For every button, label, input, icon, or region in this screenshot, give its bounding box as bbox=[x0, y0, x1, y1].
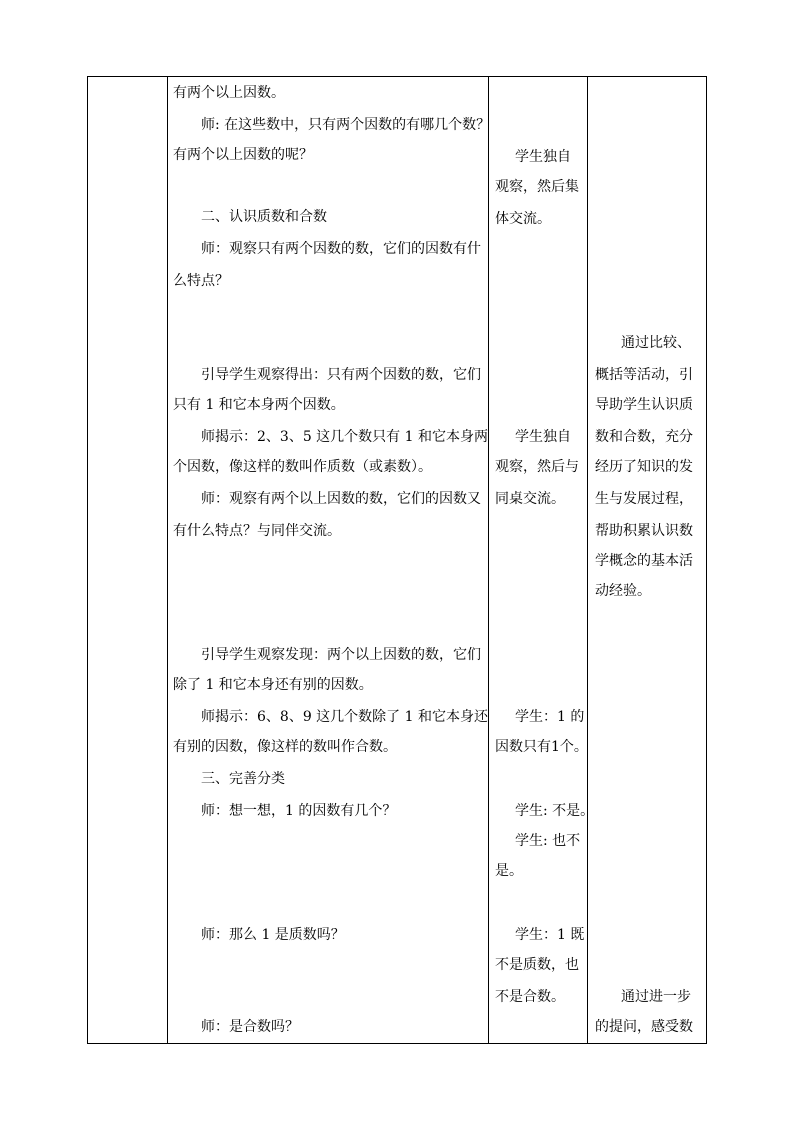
teacher-line: 只有 1 和它本身两个因数。 bbox=[173, 397, 345, 413]
teacher-line: 有别的因数，像这样的数叫作合数。 bbox=[173, 739, 397, 755]
student-line: 不是合数。 bbox=[495, 989, 565, 1005]
student-line: 学生: 也不 bbox=[515, 833, 581, 849]
intent-line: 经历了知识的发 bbox=[595, 459, 693, 475]
teacher-line: 师: 在这些数中，只有两个因数的有哪几个数？ bbox=[201, 117, 491, 133]
student-line: 观察，然后与 bbox=[495, 459, 579, 475]
intent-line: 通过比较、 bbox=[621, 335, 691, 351]
student-line: 学生: 不是。 bbox=[515, 803, 595, 819]
teacher-line: 师：观察有两个以上因数的数，它们的因数又 bbox=[201, 491, 481, 507]
intent-line: 导助学生认识质 bbox=[595, 397, 693, 413]
teacher-line: 师揭示：2、3、5 这几个数只有 1 和它本身两 bbox=[201, 429, 488, 445]
student-line: 观察，然后集 bbox=[495, 179, 579, 195]
teacher-line: 有两个以上因数的呢？ bbox=[173, 147, 313, 163]
table-bottom-border bbox=[87, 1043, 707, 1044]
teacher-line: 有两个以上因数。 bbox=[173, 85, 285, 101]
student-line: 学生：1 的 bbox=[515, 709, 585, 725]
table-border-right bbox=[706, 76, 707, 1044]
intent-line: 动经验。 bbox=[595, 583, 651, 599]
student-line: 因数只有1个。 bbox=[495, 739, 588, 755]
teacher-line: 师：想一想，1 的因数有几个？ bbox=[201, 803, 397, 819]
teacher-line: 二、认识质数和合数 bbox=[201, 209, 327, 225]
teacher-line: 么特点？ bbox=[173, 273, 229, 289]
intent-line: 数和合数，充分 bbox=[595, 429, 693, 445]
table-divider-2 bbox=[488, 76, 489, 1044]
teacher-line: 师：观察只有两个因数的数，它们的因数有什 bbox=[201, 241, 481, 257]
student-line: 同桌交流。 bbox=[495, 491, 565, 507]
teacher-line: 引导学生观察得出：只有两个因数的数，它们 bbox=[201, 367, 481, 383]
teacher-line: 有什么特点？与同伴交流。 bbox=[173, 523, 341, 539]
teacher-line: 三、完善分类 bbox=[201, 771, 285, 787]
lesson-table bbox=[87, 76, 707, 1044]
intent-line: 通过进一步 bbox=[621, 989, 691, 1005]
intent-line: 的提问，感受数 bbox=[595, 1019, 693, 1035]
intent-line: 概括等活动，引 bbox=[595, 367, 693, 383]
table-divider-1 bbox=[167, 76, 168, 1044]
table-divider-3 bbox=[587, 76, 588, 1044]
table-top-border bbox=[87, 76, 707, 77]
student-line: 学生独自 bbox=[515, 429, 571, 445]
student-line: 学生：1 既 bbox=[515, 927, 585, 943]
student-line: 是。 bbox=[495, 863, 523, 879]
student-line: 不是质数，也 bbox=[495, 957, 579, 973]
teacher-line: 除了 1 和它本身还有别的因数。 bbox=[173, 677, 373, 693]
teacher-line: 师：那么 1 是质数吗？ bbox=[201, 927, 345, 943]
teacher-line: 引导学生观察发现：两个以上因数的数，它们 bbox=[201, 647, 481, 663]
teacher-line: 个因数，像这样的数叫作质数（或素数）。 bbox=[173, 459, 432, 475]
intent-line: 帮助积累认识数 bbox=[595, 523, 693, 539]
table-border-left bbox=[87, 76, 88, 1044]
teacher-line: 师揭示：6、8、9 这几个数除了 1 和它本身还 bbox=[201, 709, 488, 725]
student-line: 学生独自 bbox=[515, 149, 571, 165]
student-line: 体交流。 bbox=[495, 211, 551, 227]
intent-line: 学概念的基本活 bbox=[595, 553, 693, 569]
teacher-line: 师：是合数吗？ bbox=[201, 1019, 299, 1035]
intent-line: 生与发展过程， bbox=[595, 491, 693, 507]
